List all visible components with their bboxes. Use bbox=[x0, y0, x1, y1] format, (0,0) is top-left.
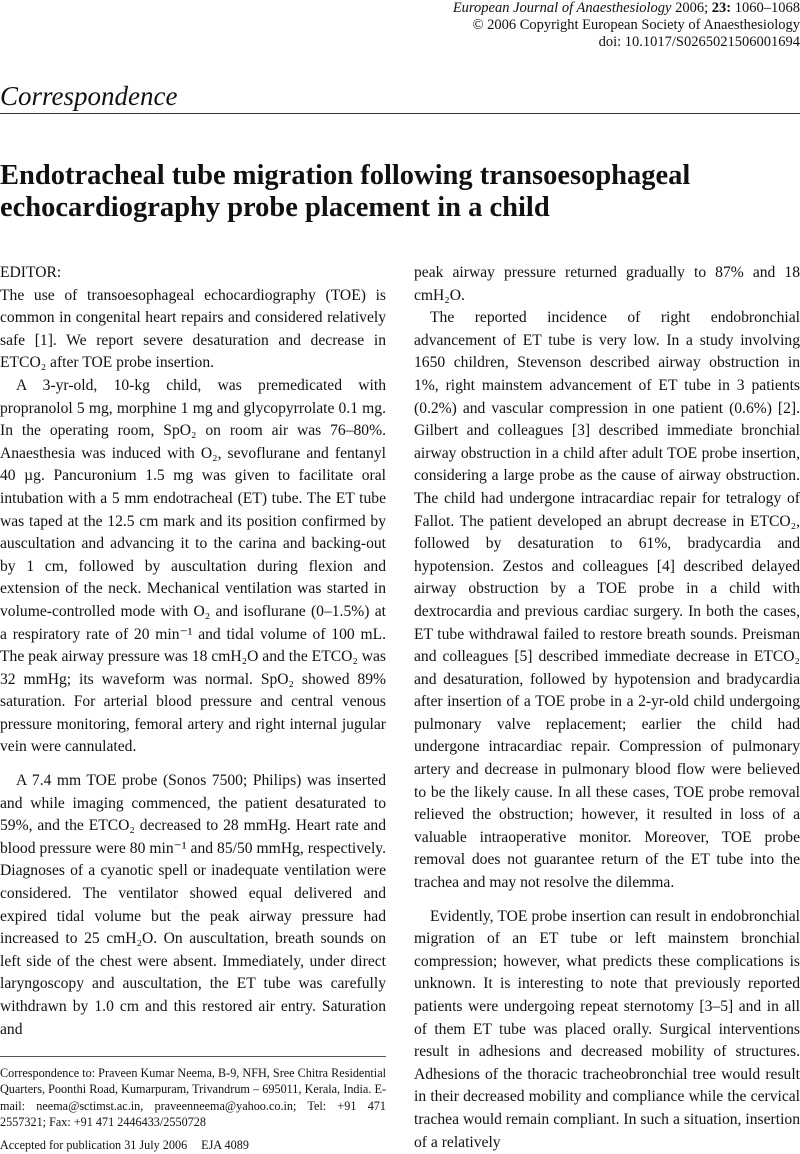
doi: doi: 10.1017/S0265021506001694 bbox=[598, 34, 800, 50]
correspondence-footnote: Correspondence to: Praveen Kumar Neema, B-9, NFH, Sree Chitra Residential Quarters, Poonthi Road, Kumarpuram, Trivandrum – 695011, Kerala, India. E-mail: neema@sctimst.ac.in, praveenneema@yahoo.co.in; Tel: +91 471 2557321; Fax: +91 471 2446433/2550728 bbox=[0, 1066, 386, 1130]
journal-pages: 1060–1068 bbox=[734, 0, 800, 16]
section-heading: Correspondence bbox=[0, 81, 178, 111]
title-line-2: echocardiography probe placement in a child bbox=[0, 192, 550, 223]
acceptance-line bbox=[0, 1137, 386, 1153]
journal-year: 2006; bbox=[675, 0, 709, 16]
right-column bbox=[414, 262, 800, 1154]
left-column bbox=[0, 262, 386, 1056]
paragraph: The reported incidence of right endobronchial advancement of ET tube is very low. In a study involving 1650 children, Stevenson described airway obstruction in 1%, right mainstem advancement of ET tube in 3 patients (0.2%) and vascular compression in one patient (0.6%) [2]. Gilbert and colleagues [3] described immediate bronchial airway obstruction in a child after adult TOE probe insertion, considering a large probe as the cause of airway obstruction. The child had undergone intracardiac repair for tetralogy of Fallot. The patient developed an abrupt decrease in ETCO₂, followed by desaturation to 61%, bradycardia and hypotension. Zestos and colleagues [4] described delayed airway obstruction by a TOE probe in a child with dextrocardia and previous cardiac surgery. In both the cases, ET tube withdrawal failed to restore breath sounds. Preisman and colleagues [5] described immediate decrease in ETCO₂ and desaturation, followed by hypotension and bradycardia after insertion of a TOE probe in a 2-yr-old child undergoing pulmonary valve replacement; earlier the child had undergone intracardiac repair. Compression of pulmonary artery and decrease in pulmonary blood flow were believed to be the likely cause. In all these cases, TOE probe removal relieved the obstruction; however, it resulted in loss of a valuable intraoperative monitor. Moreover, TOE probe removal does not guarantee return of the ET tube into the trachea and may not resolve the dilemma. bbox=[414, 309, 800, 892]
journal-name: European Journal of Anaesthesiology bbox=[452, 0, 672, 16]
copyright: © 2006 Copyright European Society of Anaesthesiology bbox=[472, 17, 800, 33]
section-rule bbox=[0, 113, 800, 114]
article-code: EJA 4089 bbox=[201, 1137, 249, 1152]
journal-header bbox=[453, 0, 800, 51]
journal-volume: 23: bbox=[711, 0, 732, 16]
title-line-1: Endotracheal tube migration following transoesophageal bbox=[0, 160, 691, 191]
accepted-date: Accepted for publication 31 July 2006 bbox=[0, 1137, 188, 1152]
article-title bbox=[0, 160, 780, 224]
paragraph: peak airway pressure returned gradually to 87% and 18 cmH₂O. bbox=[414, 264, 800, 304]
paragraph: Evidently, TOE probe insertion can result in endobronchial migration of an ET tube or left mainstem bronchial compression; however, what predicts these complications is unknown. It is interesting to note that previously reported patients were undergoing repeat sternotomy [3–5] and in all of them ET tube was placed orally. Surgical interventions result in adhesions and decreased mobility of structures. Adhesions of the thoracic tracheobronchial tree would result in their decreased mobility and compliance while the cervical trachea would remain compliant. In such a situation, insertion of a relatively bbox=[414, 907, 800, 1151]
paragraph: A 7.4 mm TOE probe (Sonos 7500; Philips) was inserted and while imaging commenced, the patient desaturated to 59%, and the ETCO₂ decreased to 28 mmHg. Heart rate and blood pressure were 80 min⁻¹ and 85/50 mmHg, respectively. Diagnoses of a cyanotic spell or inadequate ventilation were considered. The ventilator showed equal delivered and expired tidal volume but the peak airway pressure had increased to 25 cmH₂O. On auscultation, breath sounds on left side of the chest were absent. Immediately, under direct laryngoscopy and auscultation, the ET tube was carefully withdrawn by 1.0 cm and this restored air entry. Saturation and bbox=[0, 772, 386, 1038]
left-column-wrapper bbox=[0, 262, 386, 1153]
paragraph: A 3-yr-old, 10-kg child, was premedicated with propranolol 5 mg, morphine 1 mg and glycopyrrolate 0.1 mg. In the operating room, SpO₂ on room air was 76–80%. Anaesthesia was induced with O₂, sevoflurane and fentanyl 40 µg. Pancuronium 1.5 mg was given to facilitate oral intubation with a 5 mm endotracheal (ET) tube. The ET tube was taped at the 12.5 cm mark and its position confirmed by auscultation and advancing it to the carina and backing-out by 1 cm, followed by auscultation during flexion and extension of the neck. Mechanical ventilation was started in volume-controlled mode with O₂ and isoflurane (0–1.5%) at a respiratory rate of 20 min⁻¹ and tidal volume of 100 mL. The peak airway pressure was 18 cmH₂O and the ETCO₂ was 32 mmHg; its waveform was normal. SpO₂ showed 89% saturation. For arterial blood pressure and central venous pressure monitoring, femoral artery and right internal jugular vein were cannulated. bbox=[0, 376, 386, 756]
salutation: EDITOR: bbox=[0, 264, 62, 281]
footnote-rule bbox=[0, 1056, 386, 1057]
paragraph: The use of transoesophageal echocardiography (TOE) is common in congenital heart repairs and considered relatively safe [1]. We report severe desaturation and decrease in ETCO₂ after TOE probe insertion. bbox=[0, 286, 386, 372]
